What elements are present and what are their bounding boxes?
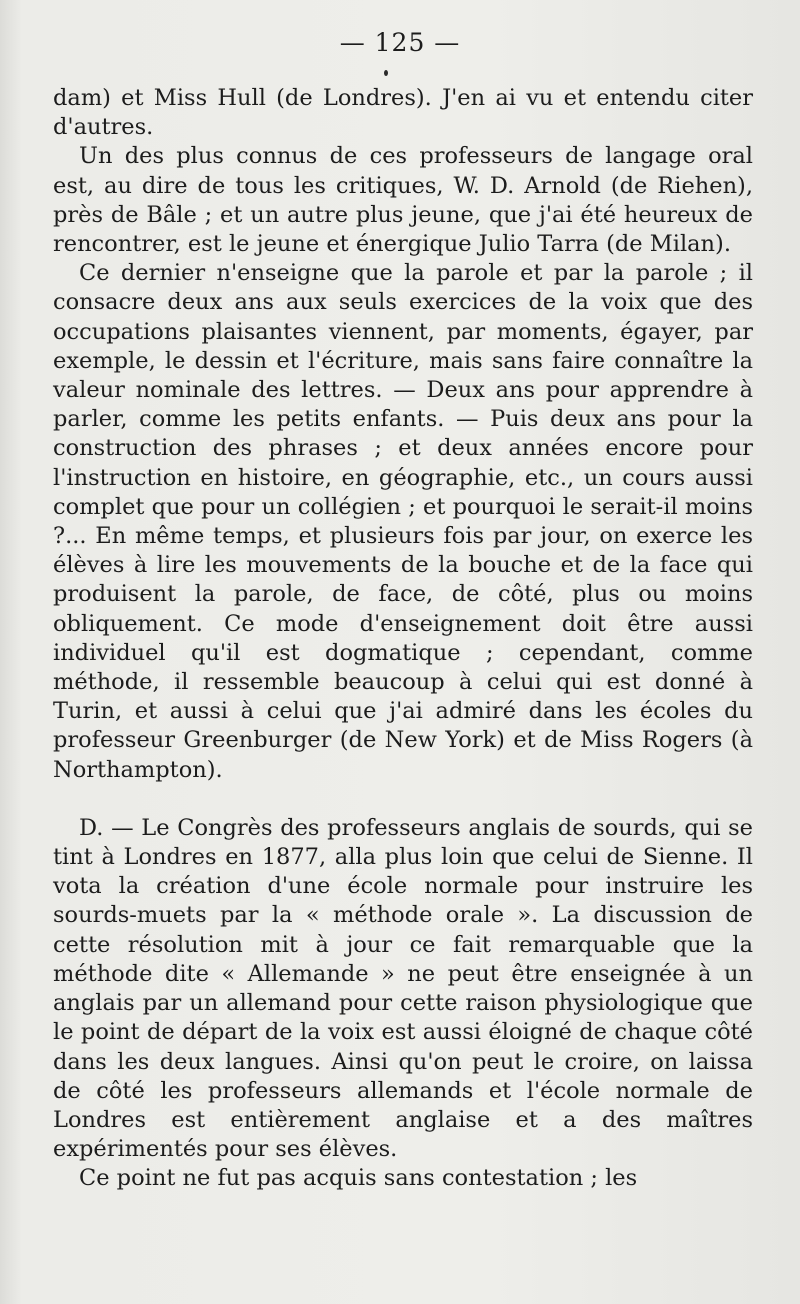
paragraph-section-d: D. — Le Congrès des professeurs anglais de sourds, qui se tint à Londres en 1877, alla plus loin que celui de Sienne. Il vota la création d'une école normale pour instruire les sourds-muets par la « méthode orale ». La discussion de cette résolution mit à jour ce fait remarquable que la méthode dite « Allemande » ne peut être enseignée à un anglais par un allemand pour cette raison physiologique que le point de départ de la voix est aussi éloigné de chaque côté dans les deux langues. Ainsi qu'on peut le croire, on laissa de côté les professeurs allemands et l'école normale de Londres est entièrement anglaise et a des maîtres expérimentés pour ses élèves. (53, 814, 753, 1163)
paragraph-continuation: dam) et Miss Hull (de Londres). J'en ai vu et entendu citer d'autres. (53, 85, 753, 141)
paragraph-arnold-tarra: Un des plus connus de ces professeurs de langage oral est, au dire de tous les critiques, W. D. Arnold (de Riehen), près de Bâle ; et un autre plus jeune, que j'ai été heureux de rencontrer, est le jeune et énergique Julio Tarra (de Milan). (53, 143, 753, 258)
ink-speck (384, 70, 388, 76)
paragraph-last-line: Ce point ne fut pas acquis sans contestation ; les (79, 1165, 638, 1192)
page-number: — 125 — (339, 28, 461, 57)
body-text (53, 84, 753, 1194)
paragraph-tarra-method: Ce dernier n'enseigne que la parole et par la parole ; il consacre deux ans aux seuls exercices de la voix que des occupations plaisantes viennent, par moments, égayer, par exemple, le dessin et l'écriture, mais sans faire connaître la valeur nominale des lettres. — Deux ans pour apprendre à parler, comme les petits enfants. — Puis deux ans pour la construction des phrases ; et deux années encore pour l'instruction en histoire, en géographie, etc., un cours aussi complet que pour un collégien ; et pourquoi le serait-il moins ?... En même temps, et plusieurs fois par jour, on exerce les élèves à lire les mouvements de la bouche et de la face qui produisent la parole, de face, de côté, plus ou moins obliquement. Ce mode d'enseignement doit être aussi individuel qu'il est dogmatique ; cependant, comme méthode, il ressemble beaucoup à celui qui est donné à Turin, et aussi à celui que j'ai admiré dans les écoles du professeur Greenburger (de New York) et de Miss Rogers (à Northampton). (53, 260, 753, 783)
